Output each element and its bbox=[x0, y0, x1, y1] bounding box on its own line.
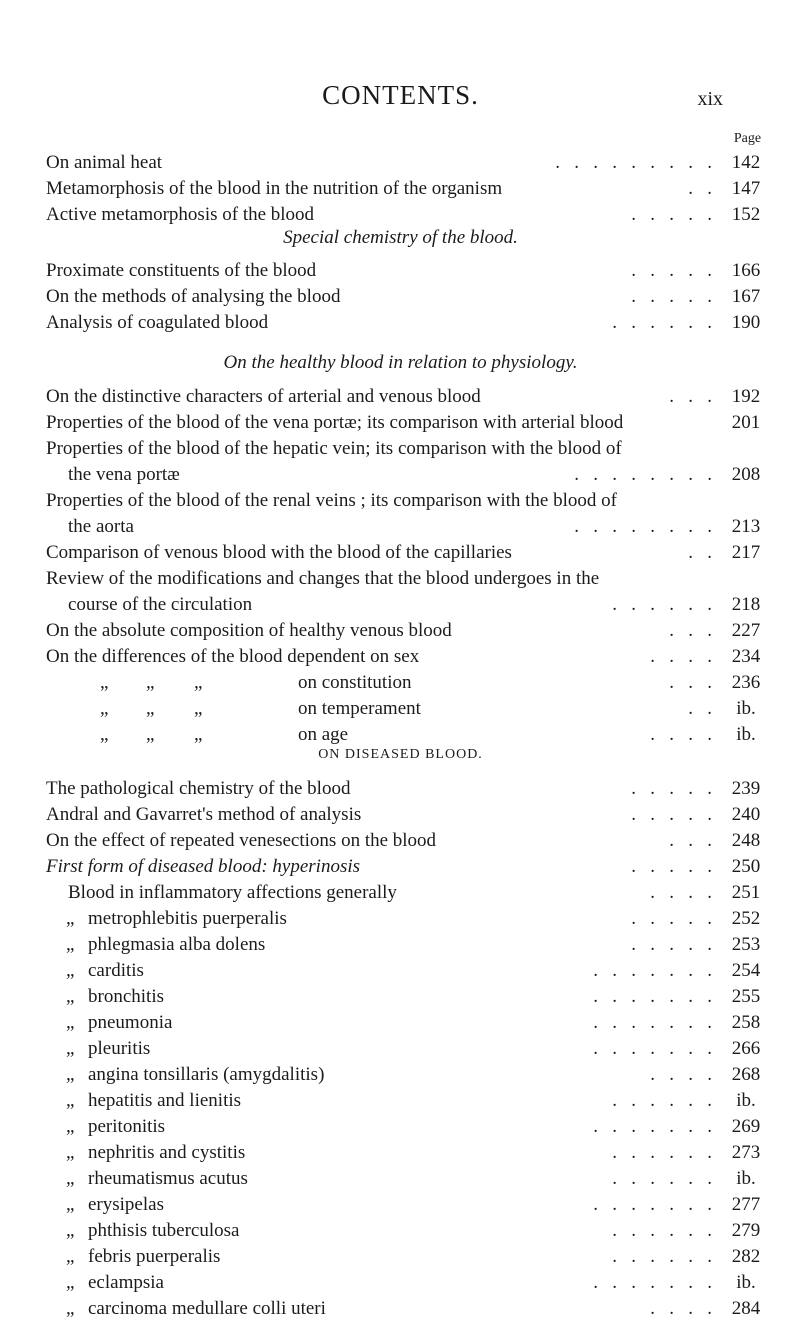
list-item bbox=[0, 828, 801, 854]
page-ref: 248 bbox=[731, 830, 761, 851]
list-item bbox=[0, 854, 801, 880]
leader-dots: . . . . . bbox=[631, 260, 712, 281]
entry-title: metrophlebitis puerperalis bbox=[88, 908, 287, 929]
list-item bbox=[0, 310, 801, 336]
ditto-mark: „ bbox=[66, 1090, 75, 1111]
entry-title: On the methods of analysing the blood bbox=[46, 286, 341, 307]
page-title: CONTENTS. bbox=[322, 80, 479, 110]
list-item bbox=[0, 284, 801, 310]
ditto-mark: „ bbox=[66, 1168, 75, 1189]
list-item bbox=[0, 1270, 801, 1296]
leader-dots: . . bbox=[688, 542, 712, 563]
entry-title: course of the circulation bbox=[68, 594, 253, 615]
entry-title: Blood in inflammatory affections generally bbox=[68, 882, 397, 903]
page-ref: 239 bbox=[731, 778, 761, 799]
leader-dots: . . . . . . . bbox=[593, 960, 712, 981]
ditto-mark: „ bbox=[66, 1246, 75, 1267]
page-ref: 217 bbox=[731, 542, 761, 563]
list-item bbox=[0, 462, 801, 488]
page-ref: 282 bbox=[731, 1246, 761, 1267]
section-heading: Special chemistry of the blood. bbox=[283, 227, 518, 248]
ditto-mark: „ bbox=[146, 672, 155, 693]
page-number: xix bbox=[697, 88, 723, 110]
page-ref: 213 bbox=[731, 516, 761, 537]
leader-dots: . . . . . . bbox=[612, 1168, 712, 1189]
entry-title: on age bbox=[298, 724, 349, 745]
list-item bbox=[0, 1140, 801, 1166]
list-item bbox=[0, 566, 801, 592]
leader-dots: . . . . . . . bbox=[593, 1272, 712, 1293]
ditto-mark: „ bbox=[100, 724, 109, 745]
page-ref: 269 bbox=[731, 1116, 761, 1137]
page-ref: ib. bbox=[736, 724, 756, 745]
ditto-mark: „ bbox=[66, 1272, 75, 1293]
list-item bbox=[0, 592, 801, 618]
list-item bbox=[0, 488, 801, 514]
entry-title: The pathological chemistry of the blood bbox=[46, 778, 351, 799]
page-ref: ib. bbox=[736, 1168, 756, 1189]
list-item bbox=[0, 932, 801, 958]
ditto-mark: „ bbox=[66, 1012, 75, 1033]
page-ref: 234 bbox=[731, 646, 761, 667]
section-heading: On the healthy blood in relation to physiology. bbox=[223, 352, 578, 373]
list-item bbox=[0, 1088, 801, 1114]
leader-dots: . . . . . bbox=[631, 204, 712, 225]
leader-dots: . . . bbox=[669, 620, 712, 641]
entry-title: febris puerperalis bbox=[88, 1246, 221, 1267]
page-ref: 142 bbox=[731, 152, 761, 173]
page-ref: 152 bbox=[731, 204, 761, 225]
entry-title: carcinoma medullare colli uteri bbox=[88, 1298, 326, 1319]
leader-dots: . . . . . . bbox=[612, 1142, 712, 1163]
entry-title: eclampsia bbox=[88, 1272, 164, 1293]
list-item bbox=[0, 618, 801, 644]
leader-dots: . . . . . . bbox=[612, 1090, 712, 1111]
list-item bbox=[0, 644, 801, 670]
page-ref: 190 bbox=[731, 312, 761, 333]
page-ref: 277 bbox=[731, 1194, 761, 1215]
ditto-mark: „ bbox=[194, 672, 203, 693]
page-ref: 258 bbox=[731, 1012, 761, 1033]
entry-title: Active metamorphosis of the blood bbox=[46, 204, 315, 225]
entry-title: angina tonsillaris (amygdalitis) bbox=[88, 1064, 325, 1085]
leader-dots: . . . . bbox=[650, 882, 712, 903]
entry-title: On animal heat bbox=[46, 152, 163, 173]
entry-title: the vena portæ bbox=[68, 464, 180, 485]
list-item bbox=[0, 1244, 801, 1270]
section-heading: ON DISEASED BLOOD. bbox=[318, 747, 483, 762]
leader-dots: . . . . . . . bbox=[593, 1038, 712, 1059]
leader-dots: . . . . bbox=[650, 1064, 712, 1085]
entry-title: On the differences of the blood dependent on sex bbox=[46, 646, 420, 667]
list-item bbox=[0, 540, 801, 566]
leader-dots: . . . . bbox=[650, 646, 712, 667]
leader-dots: . . . . . . . . bbox=[574, 516, 712, 537]
leader-dots: . . . . . . bbox=[612, 1246, 712, 1267]
ditto-mark: „ bbox=[66, 1142, 75, 1163]
entry-title: hepatitis and lienitis bbox=[88, 1090, 242, 1111]
ditto-mark: „ bbox=[194, 698, 203, 719]
ditto-mark: „ bbox=[100, 698, 109, 719]
leader-dots: . . . . . bbox=[631, 804, 712, 825]
page-ref: 227 bbox=[731, 620, 761, 641]
page-ref: 273 bbox=[731, 1142, 761, 1163]
page-ref: 166 bbox=[731, 260, 761, 281]
entry-title: Properties of the blood of the hepatic vein; its comparison with the blood of bbox=[46, 438, 622, 459]
list-item bbox=[0, 696, 801, 722]
list-item bbox=[0, 958, 801, 984]
list-item bbox=[0, 776, 801, 802]
entry-title: On the distinctive characters of arterial and venous blood bbox=[46, 386, 481, 407]
entry-title: Metamorphosis of the blood in the nutrition of the organism bbox=[46, 178, 503, 199]
entry-title: Properties of the blood of the renal veins ; its comparison with the blood of bbox=[46, 490, 617, 511]
page-ref: 255 bbox=[731, 986, 761, 1007]
list-item bbox=[0, 1218, 801, 1244]
leader-dots: . . . . . . bbox=[612, 312, 712, 333]
list-item bbox=[0, 1296, 801, 1322]
entry-title: Analysis of coagulated blood bbox=[46, 312, 269, 333]
list-item bbox=[0, 906, 801, 932]
leader-dots: . . . . . . . . bbox=[574, 464, 712, 485]
list-item bbox=[0, 384, 801, 410]
ditto-mark: „ bbox=[66, 934, 75, 955]
entry-title: pneumonia bbox=[88, 1012, 173, 1033]
entry-title: Andral and Gavarret's method of analysis bbox=[46, 804, 362, 825]
page-ref: 167 bbox=[731, 286, 761, 307]
entry-title: Comparison of venous blood with the blood of the capillaries bbox=[46, 542, 512, 563]
leader-dots: . . . . . . bbox=[612, 594, 712, 615]
ditto-mark: „ bbox=[66, 1038, 75, 1059]
page-ref: 208 bbox=[731, 464, 761, 485]
list-item bbox=[0, 258, 801, 284]
page-ref: 147 bbox=[731, 178, 761, 199]
page-column-label: Page bbox=[733, 131, 762, 146]
page-ref: 251 bbox=[731, 882, 761, 903]
ditto-mark: „ bbox=[194, 724, 203, 745]
ditto-mark: „ bbox=[66, 960, 75, 981]
ditto-mark: „ bbox=[66, 908, 75, 929]
page-ref: 218 bbox=[731, 594, 761, 615]
entry-title: phthisis tuberculosa bbox=[88, 1220, 240, 1241]
entry-title: Review of the modifications and changes that the blood undergoes in the bbox=[46, 568, 600, 589]
entry-title: pleuritis bbox=[88, 1038, 151, 1059]
leader-dots: . . . bbox=[669, 672, 712, 693]
list-item bbox=[0, 1036, 801, 1062]
page-ref: ib. bbox=[736, 1272, 756, 1293]
list-item bbox=[0, 436, 801, 462]
entry-title: phlegmasia alba dolens bbox=[88, 934, 266, 955]
leader-dots: . . . bbox=[669, 386, 712, 407]
ditto-mark: „ bbox=[100, 672, 109, 693]
entry-title: on temperament bbox=[298, 698, 421, 719]
leader-dots: . . bbox=[688, 698, 712, 719]
page-ref: 284 bbox=[731, 1298, 761, 1319]
ditto-mark: „ bbox=[66, 1298, 75, 1319]
page-ref: 192 bbox=[731, 386, 761, 407]
entry-title: carditis bbox=[88, 960, 144, 981]
entry-title: On the effect of repeated venesections on the blood bbox=[46, 830, 437, 851]
entry-title: Properties of the blood of the vena portæ; its comparison with arterial blood bbox=[46, 412, 624, 433]
list-item bbox=[0, 1062, 801, 1088]
leader-dots: . . . . bbox=[650, 724, 712, 745]
leader-dots: . . . bbox=[669, 830, 712, 851]
page-ref: 254 bbox=[731, 960, 761, 981]
leader-dots: . . . . . bbox=[631, 908, 712, 929]
page-ref: ib. bbox=[736, 1090, 756, 1111]
list-item bbox=[0, 984, 801, 1010]
leader-dots: . . . . bbox=[650, 1298, 712, 1319]
entry-title: On the absolute composition of healthy venous blood bbox=[46, 620, 452, 641]
entry-title: Proximate constituents of the blood bbox=[46, 260, 317, 281]
page-ref: 240 bbox=[731, 804, 761, 825]
list-item bbox=[0, 410, 801, 436]
list-item bbox=[0, 670, 801, 696]
leader-dots: . . . . . . . . . bbox=[555, 152, 712, 173]
list-item bbox=[0, 880, 801, 906]
page-ref: 201 bbox=[731, 412, 761, 433]
list-item bbox=[0, 1114, 801, 1140]
list-item bbox=[0, 802, 801, 828]
ditto-mark: „ bbox=[66, 1194, 75, 1215]
entry-title: the aorta bbox=[68, 516, 134, 537]
page-ref: 236 bbox=[731, 672, 761, 693]
list-item bbox=[0, 514, 801, 540]
entry-title: erysipelas bbox=[88, 1194, 164, 1215]
leader-dots: . . . . . . . bbox=[593, 1012, 712, 1033]
leader-dots: . . . . . . . bbox=[593, 1116, 712, 1137]
list-item bbox=[0, 150, 801, 176]
entry-title: bronchitis bbox=[88, 986, 164, 1007]
list-item bbox=[0, 176, 801, 202]
leader-dots: . . . . . bbox=[631, 934, 712, 955]
leader-dots: . . . . . . bbox=[612, 1220, 712, 1241]
ditto-mark: „ bbox=[146, 698, 155, 719]
leader-dots: . . . . . bbox=[631, 856, 712, 877]
page-ref: ib. bbox=[736, 698, 756, 719]
ditto-mark: „ bbox=[66, 1064, 75, 1085]
page-ref: 252 bbox=[731, 908, 761, 929]
page-ref: 250 bbox=[731, 856, 761, 877]
entry-title: First form of diseased blood: hyperinosis bbox=[46, 856, 361, 877]
ditto-mark: „ bbox=[66, 986, 75, 1007]
leader-dots: . . . . . bbox=[631, 778, 712, 799]
entry-title: peritonitis bbox=[88, 1116, 166, 1137]
page-ref: 253 bbox=[731, 934, 761, 955]
ditto-mark: „ bbox=[66, 1220, 75, 1241]
leader-dots: . . bbox=[688, 178, 712, 199]
page-ref: 279 bbox=[731, 1220, 761, 1241]
leader-dots: . . . . . bbox=[631, 286, 712, 307]
list-item bbox=[0, 1010, 801, 1036]
page-ref: 266 bbox=[731, 1038, 761, 1059]
leader-dots: . . . . . . . bbox=[593, 986, 712, 1007]
ditto-mark: „ bbox=[146, 724, 155, 745]
page-ref: 268 bbox=[731, 1064, 761, 1085]
leader-dots: . . . . . . . bbox=[593, 1194, 712, 1215]
ditto-mark: „ bbox=[66, 1116, 75, 1137]
list-item bbox=[0, 1192, 801, 1218]
list-item bbox=[0, 1166, 801, 1192]
entry-title: rheumatismus acutus bbox=[88, 1168, 248, 1189]
entry-title: nephritis and cystitis bbox=[88, 1142, 246, 1163]
entry-title: on constitution bbox=[298, 672, 412, 693]
